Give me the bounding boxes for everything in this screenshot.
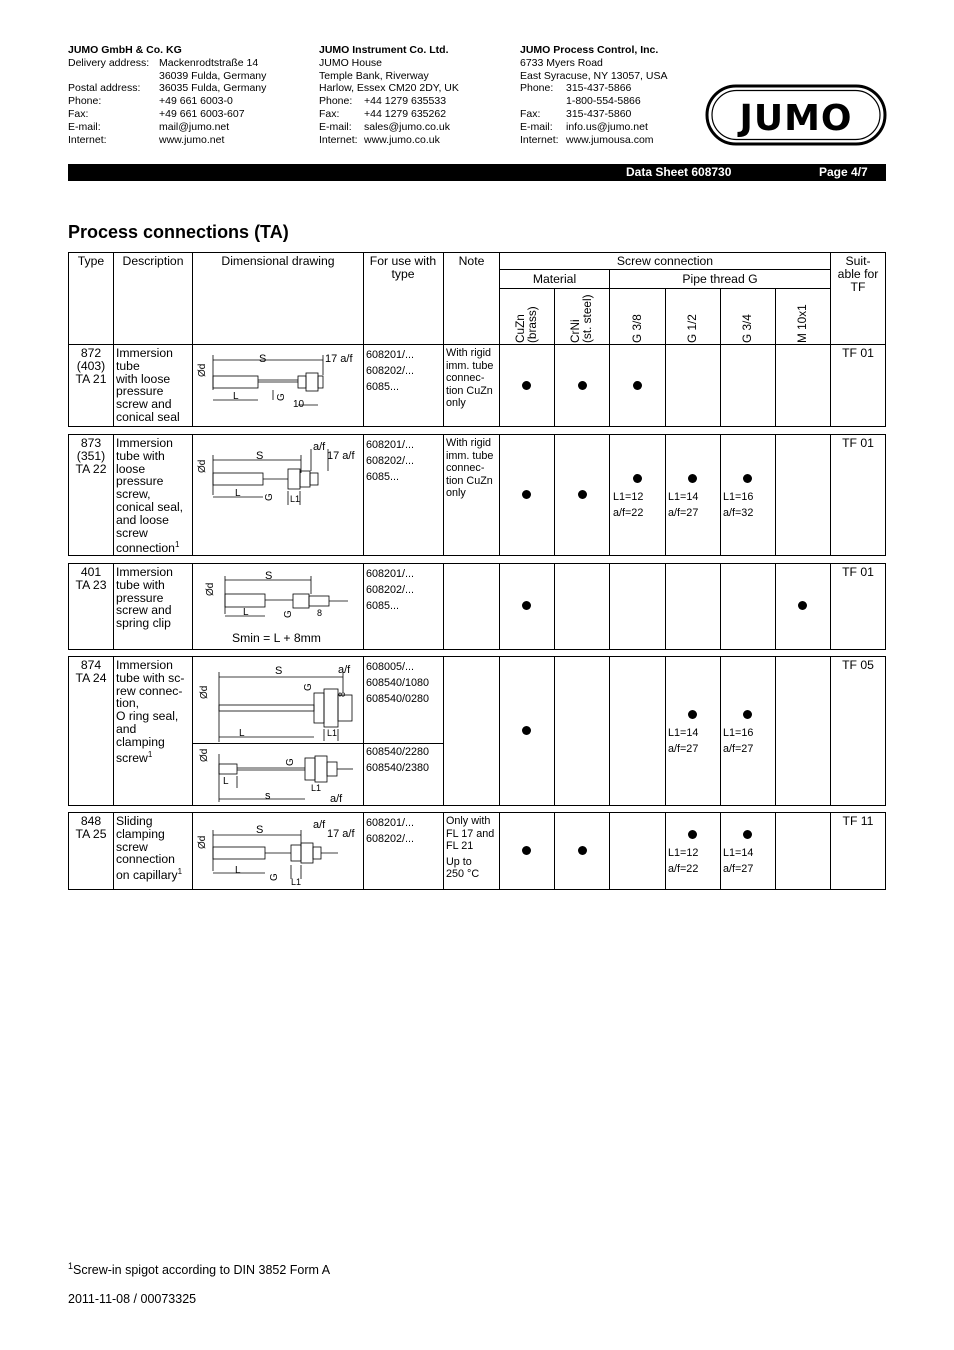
row-type: 874 TA 24 [75,658,107,685]
col-header-g12: G 1/2 [685,314,699,343]
col-header-pipe-thread: Pipe thread G [682,272,758,286]
thread-spec-g34: L1=14 a/f=27 [723,847,754,875]
thread-spec-g12: L1=14 a/f=27 [668,727,699,755]
col-header-screw: Screw connection [616,254,714,268]
row-for-use: 608201/... 608202/... 6085... [366,568,415,612]
page-number: Page 4/7 [819,165,868,179]
address-line: East Syracuse, NY 13057, USA [520,69,668,82]
bullet-marker [798,601,807,610]
jumo-logo [705,84,887,146]
dimensional-drawing [193,435,363,555]
row-tf: TF 01 [842,436,874,450]
row-type: 872 (403) TA 21 [75,346,107,386]
label-G: G [264,493,275,501]
datasheet-number: Data Sheet 608730 [626,165,732,179]
row-tf: TF 01 [842,565,874,579]
dimensional-drawing-2 [193,744,363,805]
label-L: L [235,865,241,876]
dimensional-drawing [193,345,363,426]
bullet-marker [688,710,697,719]
address-uk [319,44,459,146]
col-header-g38: G 3/8 [630,314,644,343]
label-L1: L1 [291,877,302,887]
address-row: Internet: www.jumo.net [68,133,225,146]
address-germany [68,44,266,146]
label-d: Ød [197,363,208,377]
label-G: G [283,610,294,618]
row-description: Immersion tube with loose pressure screw and conical seal [116,346,180,424]
address-row: Fax: +44 1279 635262 [319,107,447,120]
label-L: L [235,488,241,499]
col-header-g34: G 3/4 [740,314,754,343]
address-row: 1-800-554-5866 [566,95,641,108]
thread-spec-g12: L1=14 a/f=27 [668,491,699,519]
label-G: G [285,758,296,766]
row-for-use: 608201/... 608202/... [366,817,415,845]
label-L1: L1 [327,728,338,738]
label-s: S [275,665,283,677]
col-header-suitable: Suit- able for TF [837,254,879,294]
label-af-1: a/f [313,441,326,453]
document-code: 2011-11-08 / 00073325 [68,1292,197,1306]
address-row: Fax: +49 661 6003-607 [68,107,245,120]
label-8: 8 [337,691,347,697]
thread-spec-g12: L1=12 a/f=22 [668,847,699,875]
address-line: 6733 Myers Road [520,56,603,69]
company-name: JUMO Process Control, Inc. [520,44,659,56]
address-line: Temple Bank, Riverway [319,69,429,82]
dimensional-drawing [193,657,363,743]
datasheet-bar [68,164,886,181]
address-row: Postal address: 36035 Fulda, Germany [68,82,267,95]
bullet-marker [743,710,752,719]
row-description: Immersion tube with sc- rew connec- tion, O ring seal, and clamping screw$^1$ [116,658,185,765]
bullet-marker [522,490,531,499]
logo-text: JUMO [739,98,853,139]
bullet-marker [633,474,642,483]
label-af-1: a/f [313,819,326,831]
label-d: Ød [205,582,216,596]
row-for-use: 608201/... 608202/... 6085... [366,439,415,483]
label-G: G [269,873,280,881]
bullet-marker [522,726,531,735]
label-8: 8 [317,608,323,618]
label-L: L [243,607,249,618]
footnote: $^1$Screw-in spigot according to DIN 3852 Form A [68,1261,331,1278]
label-L1: L1 [311,783,322,793]
address-row: 36039 Fulda, Germany [159,69,267,82]
row-for-use-2: 608540/2280 608540/2380 [366,746,430,774]
label-af: 17 a/f [325,353,353,365]
label-d: Ød [199,748,210,762]
bullet-marker [578,490,587,499]
label-af: 17 a/f [327,450,355,462]
row-tf: TF 01 [842,346,874,360]
col-header-material: Material [532,272,577,286]
label-d: Ød [199,685,210,699]
address-row: E-mail: mail@jumo.net [68,120,230,133]
label-af: a/f [338,664,351,676]
bullet-marker [522,601,531,610]
row-type: 873 (351) TA 22 [75,436,107,476]
label-d: Ød [197,459,208,473]
label-s: s [265,790,271,802]
address-row: E-mail: info.us@jumo.net [520,120,648,133]
address-row: Phone: +49 661 6003-0 [68,95,233,108]
label-s: S [259,353,267,365]
bullet-marker [522,846,531,855]
bullet-marker [633,381,642,390]
col-header-note: Note [458,254,485,268]
address-usa [520,44,667,146]
row-tf: TF 11 [842,814,874,828]
row-for-use: 608201/... 608202/... 6085... [366,349,415,393]
label-s: S [265,570,273,582]
bullet-marker [578,381,587,390]
row-type: 848 TA 25 [75,814,107,841]
company-name: JUMO GmbH & Co. KG [68,44,182,56]
col-header-cuzn: CuZn (brass) [513,306,539,343]
smin-formula: Smin = L + 8mm [232,631,321,645]
row-note: With rigid imm. tube connec- tion CuZn only [446,437,494,499]
bullet-marker [522,381,531,390]
address-row: Delivery address: Mackenrodtstraße 14 [68,56,259,69]
label-L: L [223,776,229,787]
col-header-for-use: For use with type [369,254,437,281]
company-name: JUMO Instrument Co. Ltd. [319,44,449,56]
bullet-marker [688,830,697,839]
address-row: Fax: 315-437-5860 [520,107,632,120]
page-title: Process connections (TA) [68,222,289,242]
col-header-m10: M 10x1 [795,304,809,343]
bullet-marker [743,474,752,483]
label-af: 17 a/f [327,828,355,840]
address-row: Internet: www.jumo.co.uk [319,133,440,146]
row-description: Immersion tube with pressure screw and spring clip [116,565,173,631]
row-note: Only with FL 17 and FL 21 Up to 250 °C [446,815,495,880]
dimensional-drawing [193,813,363,889]
address-row: E-mail: sales@jumo.co.uk [319,120,450,133]
address-row: Internet: www.jumousa.com [520,133,654,146]
row-note: With rigid imm. tube connec- tion CuZn only [446,347,494,409]
label-G: G [276,393,287,401]
bullet-marker [688,474,697,483]
row-for-use: 608005/... 608540/1080 608540/0280 [366,661,430,705]
bullet-marker [743,830,752,839]
col-header-drawing: Dimensional drawing [221,254,335,268]
col-header-type: Type [77,254,105,268]
thread-spec-g34: L1=16 a/f=32 [723,491,754,519]
address-line: Harlow, Essex CM20 2DY, UK [319,82,459,95]
row-description: Sliding clamping screw connection on capillary$^1$ [116,814,183,883]
row-type: 401 TA 23 [75,565,107,592]
label-G: G [303,683,314,691]
label-s: S [256,824,264,836]
thread-spec-g38: L1=12 a/f=22 [613,491,644,519]
label-L: L [239,728,245,739]
address-row: Phone: 315-437-5866 [520,82,632,95]
label-af: a/f [330,793,343,805]
thread-spec-g34: L1=16 a/f=27 [723,727,754,755]
label-L1: L1 [290,494,301,504]
col-header-description: Description [122,254,184,268]
col-header-crni: CrNi (st. steel) [568,294,594,343]
row-description: Immersion tube with loose pressure screw, conical seal, and loose screw connection$^1$ [116,436,184,556]
row-tf: TF 05 [842,658,874,672]
address-row: Phone: +44 1279 635533 [319,95,447,108]
label-10: 10 [293,399,305,410]
label-d: Ød [197,835,208,849]
label-L: L [233,391,239,402]
bullet-marker [578,846,587,855]
address-line: JUMO House [319,56,383,69]
label-s: S [256,450,264,462]
